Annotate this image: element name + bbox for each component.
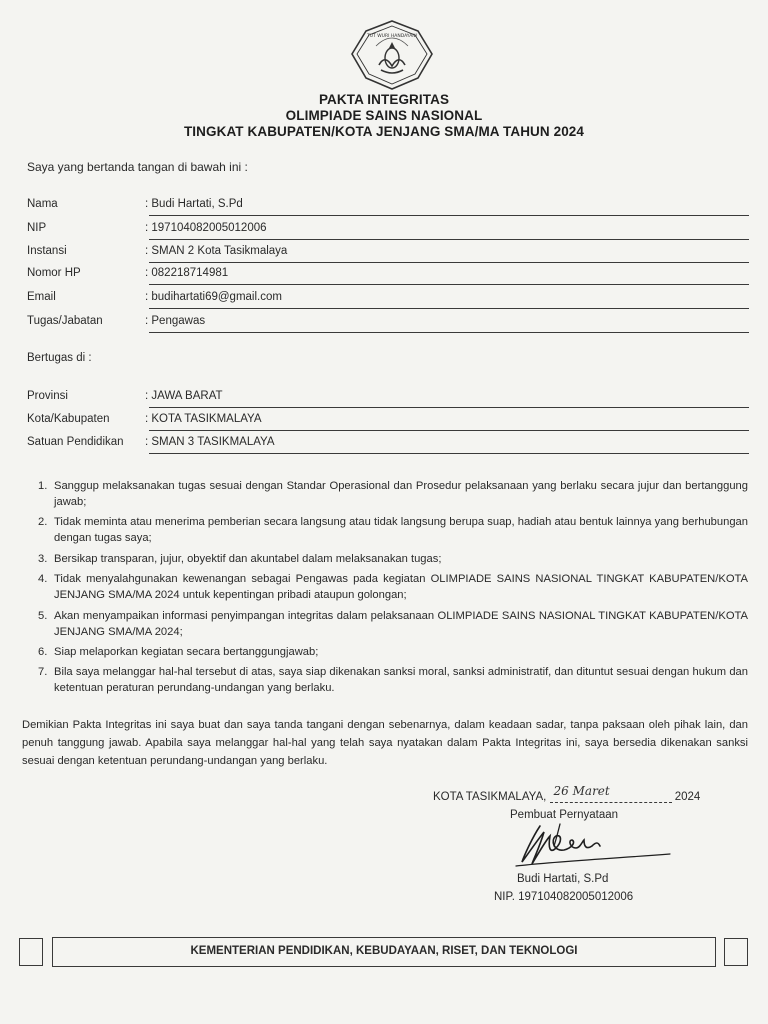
- field-value: : budihartati69@gmail.com: [145, 291, 282, 303]
- field-value: : Budi Hartati, S.Pd: [145, 198, 243, 210]
- footer-text: KEMENTERIAN PENDIDIKAN, KEBUDAYAAN, RISET, DAN TEKNOLOGI: [190, 945, 578, 957]
- field-value: : 197104082005012006: [145, 222, 267, 234]
- statement-item: [38, 608, 748, 640]
- field-label: Nomor HP: [27, 267, 81, 279]
- signer-name: Budi Hartati, S.Pd: [517, 873, 609, 885]
- fill-line: [149, 284, 749, 285]
- fill-line: [149, 453, 749, 454]
- field-label: Nama: [27, 198, 58, 210]
- statement-text: Bila saya melanggar hal-hal tersebut di atas, saya siap dikenakan sanksi moral, sanksi administratif, dan dituntut sesuai dengan hukum dan ketentuan peraturan perundang-undangan yang berlaku.: [54, 666, 748, 695]
- logo-text: TUT WURI HANDAYANI: [367, 34, 417, 39]
- statement-item: [38, 514, 748, 546]
- field-value: : SMAN 3 TASIKMALAYA: [145, 436, 275, 448]
- date-line: [550, 784, 672, 803]
- statement-text: Akan menyampaikan informasi penyimpangan integritas dalam pelaksanaan OLIMPIADE SAINS NASIONAL TINGKAT KABUPATEN/KOTA JENJANG SMA/MA 2024;: [54, 609, 748, 638]
- place-prefix: KOTA TASIKMALAYA,: [433, 791, 547, 803]
- statement-text: Tidak menyalahgunakan kewenangan sebagai Pengawas pada kegiatan OLIMPIADE SAINS NASIONAL TINGKAT KABUPATEN/KOTA JENJANG SMA/MA 2024 untuk kepentingan pribadi ataupun golongan;: [54, 573, 748, 602]
- footer-right-box: [724, 938, 748, 966]
- signer-role: Pembuat Pernyataan: [510, 809, 619, 821]
- field-nomor-hp: [27, 267, 749, 289]
- statement-item: [38, 478, 748, 510]
- statement-item: [38, 551, 748, 567]
- statement-text: Siap melaporkan kegiatan secara bertanggungjawab;: [54, 645, 319, 658]
- fill-line: [149, 332, 749, 333]
- field-value: : KOTA TASIKMALAYA: [145, 413, 262, 425]
- statement-number: 6.: [38, 645, 48, 658]
- field-label: Provinsi: [27, 390, 68, 402]
- field-value: : Pengawas: [145, 315, 206, 327]
- statement-item: [38, 571, 748, 603]
- field-nip: [27, 222, 749, 244]
- field-provinsi: [27, 390, 749, 412]
- statement-item: [38, 664, 748, 696]
- handwritten-date: 26 Maret: [553, 784, 610, 798]
- statement-number: 4.: [38, 573, 48, 586]
- field-label: Email: [27, 291, 56, 303]
- place-date: [433, 784, 701, 803]
- field-value: : SMAN 2 Kota Tasikmalaya: [145, 245, 288, 257]
- statement-list: [38, 478, 748, 701]
- field-label: Satuan Pendidikan: [27, 436, 124, 448]
- date-year: 2024: [674, 791, 701, 803]
- closing-paragraph: Demikian Pakta Integritas ini saya buat dan saya tanda tangani dengan sebenarnya, dalam keadaan sadar, tanpa paksaan oleh pihak lain, dan penuh tanggung jawab. Apabila saya melanggar hal-hal yang telah saya nyatakan dalam Pakta Integritas ini, saya bersedia dikenakan sanksi sesuai dengan ketentuan perundang-undangan yang berlaku.: [22, 719, 748, 767]
- statement-number: 2.: [38, 516, 48, 529]
- field-email: [27, 291, 749, 313]
- intro-text: Saya yang bertanda tangan di bawah ini :: [27, 160, 248, 174]
- fill-line: [149, 430, 749, 431]
- fill-line: [149, 407, 749, 408]
- title-line-1: PAKTA INTEGRITAS: [318, 92, 450, 107]
- field-value: : JAWA BARAT: [145, 390, 223, 402]
- field-instansi: [27, 245, 749, 267]
- statement-number: 3.: [38, 552, 48, 565]
- statement-text: Bersikap transparan, jujur, obyektif dan akuntabel dalam melaksanakan tugas;: [54, 552, 442, 565]
- signature-icon: [510, 818, 675, 878]
- statement-text: Tidak meminta atau menerima pemberian secara langsung atau tidak langsung berupa suap, hadiah atau bentuk lainnya yang berhubungan dengan tugas saya;: [54, 516, 748, 545]
- fill-line: [149, 215, 749, 216]
- statement-item: [38, 644, 748, 660]
- signer-nip: NIP. 197104082005012006: [494, 891, 634, 903]
- field-kota-kabupaten: [27, 413, 749, 435]
- fill-line: [149, 239, 749, 240]
- statement-text: Sanggup melaksanakan tugas sesuai dengan Standar Operasional dan Prosedur pelaksanaan yang berlaku secara jujur dan bertanggung jawab;: [54, 480, 748, 508]
- field-nama: [27, 198, 749, 220]
- tut-wuri-handayani-logo-icon: [349, 18, 435, 92]
- field-label: Instansi: [27, 245, 67, 257]
- field-label: Kota/Kabupaten: [27, 413, 110, 425]
- field-label: NIP: [27, 222, 47, 234]
- field-tugas-jabatan: [27, 315, 749, 337]
- statement-number: 1.: [38, 480, 48, 492]
- statement-number: 5.: [38, 609, 48, 622]
- footer-banner: [52, 937, 716, 967]
- fill-line: [149, 262, 749, 263]
- title-line-3: TINGKAT KABUPATEN/KOTA JENJANG SMA/MA TAHUN 2024: [183, 124, 585, 139]
- title-line-2: OLIMPIADE SAINS NASIONAL: [285, 108, 483, 123]
- field-satuan-pendidikan: [27, 436, 749, 458]
- fill-line: [149, 308, 749, 309]
- duty-heading: Bertugas di :: [27, 352, 92, 364]
- document-title: [0, 92, 768, 140]
- field-value: : 082218714981: [145, 267, 229, 279]
- footer-left-box: [19, 938, 43, 966]
- field-label: Tugas/Jabatan: [27, 315, 103, 327]
- statement-number: 7.: [38, 666, 48, 679]
